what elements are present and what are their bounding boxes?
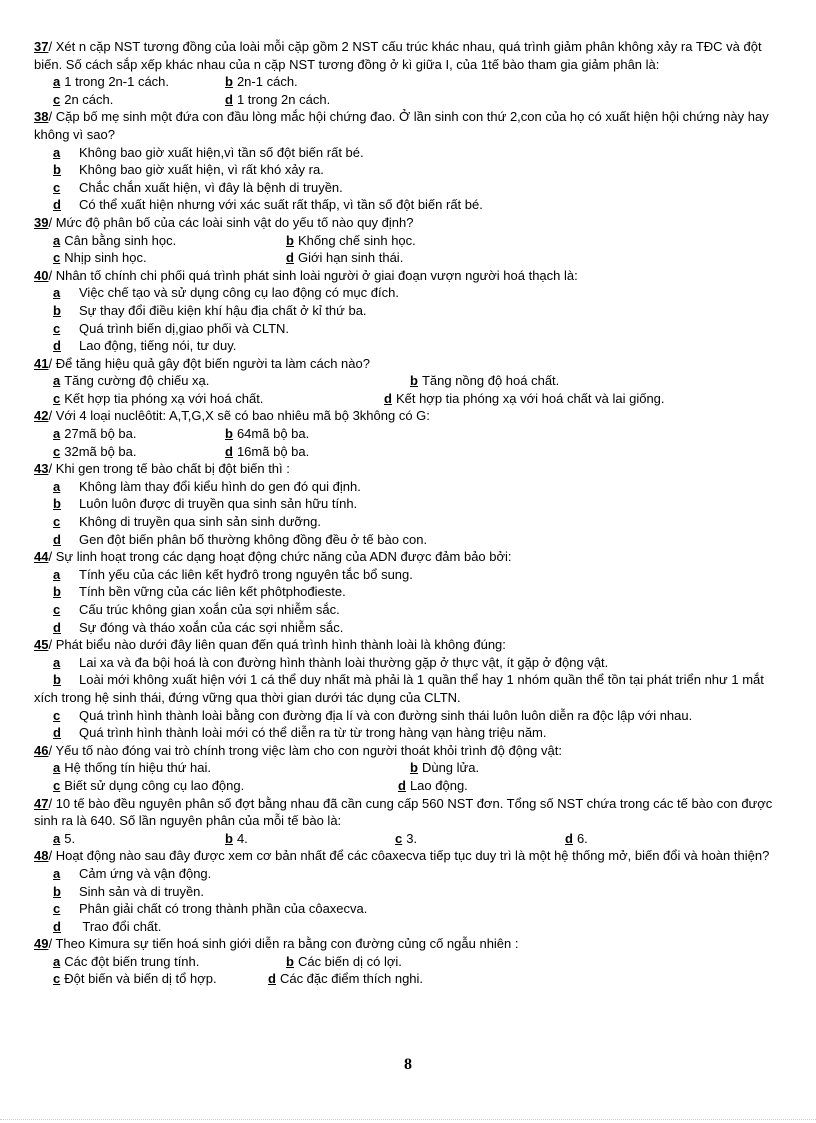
question-text: Hoạt động nào sau đây được xem cơ bản nhất để các côaxecva tiếp tục duy trì là một hệ thống mở, biến đổi và hoàn thiện? bbox=[55, 848, 770, 864]
option-d: d Trao đổi chất. bbox=[53, 918, 162, 934]
option-a: a Tính yếu của các liên kết hyđrô trong nguyên tắc bổ sung. bbox=[53, 566, 413, 582]
option-d: d Có thể xuất hiện nhưng với xác suất rất thấp, vì tần số đột biến rất bé. bbox=[53, 197, 483, 213]
page-number: 8 bbox=[404, 1056, 412, 1073]
question-number: 44 bbox=[34, 549, 49, 565]
option-d: d Lao động, tiếng nói, tư duy. bbox=[53, 338, 237, 354]
question-48: 48/ Hoạt động nào sau đây được xem cơ bản nhất để các côaxecva tiếp tục duy trì là một hệ thống mở, biến đổi và hoàn thiện? bbox=[34, 848, 770, 864]
options-row: a Cân bằng sinh học. b Khống chế sinh học. bbox=[53, 232, 416, 248]
options-row: c Nhịp sinh học. d Giới hạn sinh thái. bbox=[53, 250, 404, 266]
options-row: a 27mã bộ ba. b 64mã bộ ba. bbox=[53, 426, 310, 442]
option-c: c Không di truyền qua sinh sản sinh dưỡng. bbox=[53, 514, 321, 530]
question-49: 49/ Theo Kimura sự tiến hoá sinh giới diễn ra bằng con đường củng cố ngẫu nhiên : bbox=[34, 936, 519, 952]
question-text: Nhân tố chính chi phối quá trình phát sinh loài người ở giai đoạn vượn người hoá thạch là: bbox=[55, 267, 578, 283]
option-c: c Quá trình biến dị,giao phối và CLTN. bbox=[53, 320, 290, 336]
option-a: a Lai xa và đa bội hoá là con đường hình thành loài thường gặp ở thực vật, ít gặp ở động vật. bbox=[53, 654, 609, 670]
question-number: 49 bbox=[34, 936, 49, 952]
question-text: Mức độ phân bố của các loài sinh vật do yếu tố nào quy định? bbox=[55, 214, 414, 230]
question-45: 45/ Phát biểu nào dưới đây liên quan đến quá trình hình thành loài là không đúng: bbox=[34, 637, 506, 653]
options-row: c Kết hợp tia phóng xạ với hoá chất. d Kết hợp tia phóng xạ với hoá chất và lai giống. bbox=[53, 390, 665, 406]
question-text: Cặp bố mẹ sinh một đứa con đầu lòng mắc hội chứng đao. Ở lần sinh con thứ 2,con của họ có xuất hiện hội chứng này hay không vì sao? bbox=[34, 109, 769, 142]
question-text: Xét n cặp NST tương đồng của loài mỗi cặp gồm 2 NST cấu trúc khác nhau, quá trình giảm phân không xảy ra TĐC và đột biến. Số cách sắp xếp khác nhau của n cặp NST tương đồng ở kì giữa I, của 1tế bào tham gia giảm phân là: bbox=[34, 39, 762, 72]
question-number: 37 bbox=[34, 39, 49, 54]
options-row: a 5. b 4. c 3. d 6. bbox=[53, 830, 588, 846]
question-number: 42 bbox=[34, 408, 49, 424]
option-text: 1 trong 2n-1 cách. bbox=[64, 74, 170, 90]
option-a: a Cảm ứng và vận động. bbox=[53, 865, 212, 881]
option-b: b Không bao giờ xuất hiện, vì rất khó xảy ra. bbox=[53, 162, 324, 178]
exam-page bbox=[0, 38, 816, 988]
option-a: a Việc chế tạo và sử dụng công cụ lao động có mục đích. bbox=[53, 285, 399, 301]
question-text: 10 tế bào đều nguyên phân số đợt bằng nhau đã cần cung cấp 560 NST đơn. Tổng số NST chứa trong các tế bào con được sinh ra là 640. Số lần nguyên phân của mỗi tế bào là: bbox=[34, 795, 773, 829]
question-number: 43 bbox=[34, 461, 49, 477]
options-row: a Tăng cường độ chiếu xạ. b Tăng nồng độ hoá chất. bbox=[53, 373, 560, 389]
question-46: 46/ Yếu tố nào đóng vai trò chính trong việc làm cho con người thoát khỏi trình độ động vật: bbox=[34, 742, 562, 758]
question-number: 41 bbox=[34, 355, 49, 371]
question-number: 46 bbox=[34, 742, 49, 758]
options-row: c 32mã bộ ba. d 16mã bộ ba. bbox=[53, 443, 310, 459]
question-41: 41/ Để tăng hiệu quả gây đột biến người ta làm cách nào? bbox=[34, 355, 370, 371]
question-number: 40 bbox=[34, 267, 49, 283]
options-row: c Đột biến và biến dị tổ hợp. d Các đặc điểm thích nghi. bbox=[53, 971, 424, 987]
option-b: b Loài mới không xuất hiện với 1 cá thể duy nhất mà phải là 1 quần thể hay 1 nhóm quần thể tồn tại phát triển như 1 mắt xích trong hệ sinh thái, đứng vững qua thời gian dưới tác dụng của CLTN. bbox=[34, 672, 764, 705]
question-37: 37/ Xét n cặp NST tương đồng của loài mỗi cặp gồm 2 NST cấu trúc khác nhau, quá trình giảm phân không xảy ra TĐC và đột biến. Số cách sắp xếp khác nhau của n cặp NST tương đồng ở kì giữa I, của 1tế bào tham gia giảm phân là: bbox=[34, 39, 762, 72]
question-40: 40/ Nhân tố chính chi phối quá trình phát sinh loài người ở giai đoạn vượn người hoá thạch là: bbox=[34, 267, 578, 283]
question-39: 39/ Mức độ phân bố của các loài sinh vật do yếu tố nào quy định? bbox=[34, 214, 414, 230]
question-47: 47/ 10 tế bào đều nguyên phân số đợt bằng nhau đã cần cung cấp 560 NST đơn. Tổng số NST chứa trong các tế bào con được sinh ra là 640. Số lần nguyên phân của mỗi tế bào là: bbox=[34, 795, 773, 829]
question-text: Theo Kimura sự tiến hoá sinh giới diễn ra bằng con đường củng cố ngẫu nhiên : bbox=[55, 936, 519, 952]
question-text: Phát biểu nào dưới đây liên quan đến quá trình hình thành loài là không đúng: bbox=[55, 637, 506, 653]
option-b: b Tính bền vững của các liên kết phôtphođieste. bbox=[53, 584, 346, 600]
options-row: a 1 trong 2n-1 cách. b 2n-1 cách. bbox=[53, 74, 298, 90]
question-number: 47 bbox=[34, 795, 49, 811]
option-c: c Phân giải chất có trong thành phần của côaxecva. bbox=[53, 901, 368, 917]
question-text: Yếu tố nào đóng vai trò chính trong việc làm cho con người thoát khỏi trình độ động vật: bbox=[55, 742, 562, 758]
option-c: c Cấu trúc không gian xoắn của sợi nhiễm sắc. bbox=[53, 602, 340, 617]
option-a: a Không bao giờ xuất hiện,vì tần số đột biến rất bé. bbox=[53, 144, 364, 160]
question-38: 38/ Cặp bố mẹ sinh một đứa con đầu lòng mắc hội chứng đao. Ở lần sinh con thứ 2,con của họ có xuất hiện hội chứng này hay không vì sao? bbox=[34, 109, 769, 142]
question-42: 42/ Với 4 loại nuclêôtit: A,T,G,X sẽ có bao nhiêu mã bộ 3không có G: bbox=[34, 408, 430, 424]
option-b: b Luôn luôn được di truyền qua sinh sản hữu tính. bbox=[53, 496, 358, 512]
question-text: Để tăng hiệu quả gây đột biến người ta làm cách nào? bbox=[55, 355, 370, 371]
option-text: 2n-1 cách. bbox=[236, 74, 298, 90]
option-a: a Không làm thay đổi kiểu hình do gen đó qui định. bbox=[53, 478, 361, 494]
options-row: c Biết sử dụng công cụ lao động. d Lao động. bbox=[53, 777, 468, 793]
option-d: d Quá trình hình thành loài mới có thể diễn ra từ từ trong hàng vạn hàng triệu năm. bbox=[53, 725, 547, 741]
question-number: 38 bbox=[34, 109, 49, 125]
question-text: Sự linh hoạt trong các dạng hoạt động chức năng của ADN được đảm bảo bởi: bbox=[55, 549, 512, 565]
option-d: d Sự đóng và tháo xoắn của các sợi nhiễm sắc. bbox=[53, 619, 344, 635]
question-number: 39 bbox=[34, 214, 49, 230]
options-row: a Các đột biến trung tính. b Các biến dị có lợi. bbox=[53, 953, 402, 969]
option-b: b Sinh sản và di truyền. bbox=[53, 883, 205, 899]
question-number: 45 bbox=[34, 637, 49, 653]
page-edge-divider bbox=[0, 1119, 816, 1120]
question-44: 44/ Sự linh hoạt trong các dạng hoạt động chức năng của ADN được đảm bảo bởi: bbox=[34, 549, 512, 565]
question-text: Khi gen trong tế bào chất bị đột biến thì : bbox=[55, 461, 290, 477]
question-number: 48 bbox=[34, 848, 49, 864]
question-text: Với 4 loại nuclêôtit: A,T,G,X sẽ có bao nhiêu mã bộ 3không có G: bbox=[55, 408, 430, 424]
option-text: 2n cách. bbox=[64, 91, 114, 107]
options-row: c 2n cách. d 1 trong 2n cách. bbox=[53, 91, 331, 107]
option-d: d Gen đột biến phân bố thường không đồng đều ở tế bào con. bbox=[53, 531, 428, 547]
option-c: c Quá trình hình thành loài bằng con đường địa lí và con đường sinh thái luôn luôn diễn ra độc lập với nhau. bbox=[53, 707, 693, 723]
option-text: 1 trong 2n cách. bbox=[236, 91, 331, 107]
options-row: a Hệ thống tín hiệu thứ hai. b Dùng lửa. bbox=[53, 760, 480, 776]
option-c: c Chắc chắn xuất hiện, vì đây là bệnh di truyền. bbox=[53, 179, 343, 195]
option-b: b Sự thay đổi điều kiện khí hậu địa chất ở kỉ thứ ba. bbox=[53, 302, 367, 318]
question-43: 43/ Khi gen trong tế bào chất bị đột biến thì : bbox=[34, 461, 290, 477]
